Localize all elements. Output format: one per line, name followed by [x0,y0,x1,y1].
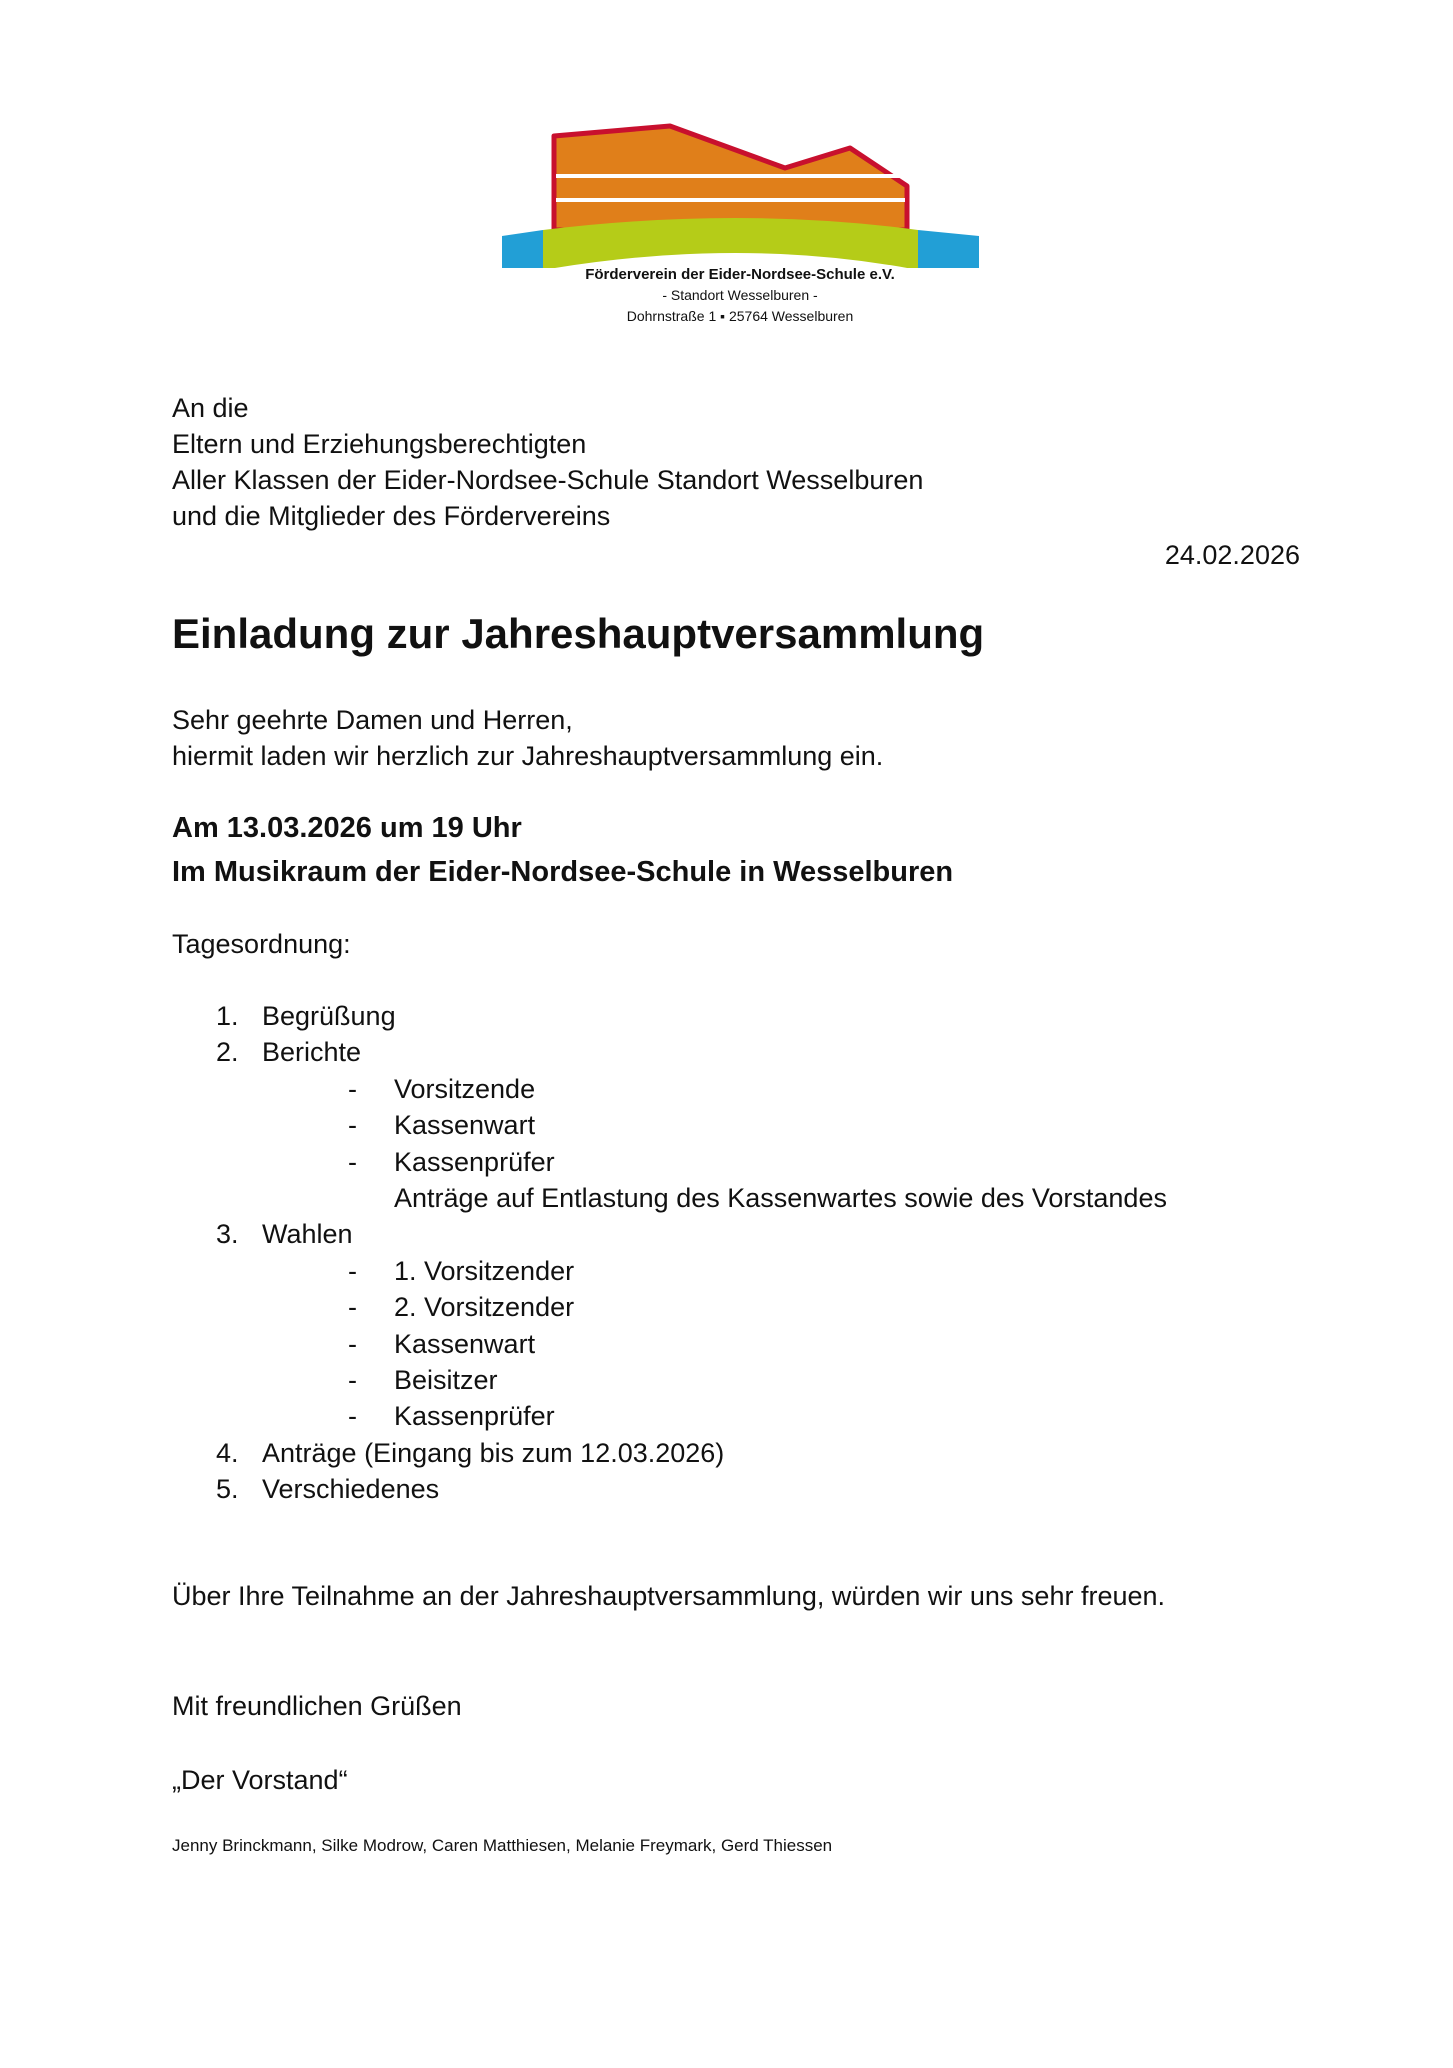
recipient-line: Aller Klassen der Eider-Nordsee-Schule Standort Wesselburen [172,465,924,495]
board-members: Jenny Brinckmann, Silke Modrow, Caren Matthiesen, Melanie Freymark, Gerd Thiessen [172,1836,833,1855]
agenda-item-label: Begrüßung [262,1001,396,1031]
arc-right-blue [918,230,979,268]
agenda-item-label: Anträge (Eingang bis zum 12.03.2026) [262,1437,725,1468]
agenda-subitem-label: Vorsitzende [394,1073,536,1104]
greeting-text: hiermit laden wir herzlich zur Jahreshauptversammlung ein. [172,741,884,771]
school-building-logo-graphic [497,118,983,268]
agenda-subitem-label: 1. Vorsitzender [394,1255,575,1286]
event-when: Am 13.03.2026 um 19 Uhr [172,812,522,844]
agenda-subitem-dash: - [348,1364,357,1395]
association-logo [497,118,983,338]
agenda-item-number: 5. [216,1474,239,1505]
agenda-subitem-label: Kassenprüfer [394,1146,555,1177]
recipient-line: Eltern und Erziehungsberechtigten [172,429,587,459]
event-info [172,806,953,894]
arc-green [543,218,918,268]
agenda-subitem-dash: - [348,1401,357,1432]
regards: Mit freundlichen Grüßen [172,1691,462,1721]
board-signature: „Der Vorstand“ [172,1765,348,1795]
logo-location: - Standort Wesselburen - [662,287,818,303]
agenda-subitem-dash: - [348,1328,357,1359]
agenda-subitem-dash: - [348,1110,357,1141]
page-title: Einladung zur Jahreshauptversammlung [172,610,985,657]
agenda-subitem-label: Anträge auf Entlastung des Kassenwartes sowie des Vorstandes [394,1182,1167,1213]
event-where: Im Musikraum der Eider-Nordsee-Schule in Wesselburen [172,856,954,888]
agenda-item-number: 4. [216,1437,239,1468]
agenda-item-number: 2. [216,1037,239,1068]
agenda-subitem-dash: - [348,1073,357,1104]
agenda-subitem-label: 2. Vorsitzender [394,1292,575,1323]
agenda-subitem-dash: - [348,1292,357,1323]
agenda-item-number: 3. [216,1219,239,1250]
arc-left-blue [502,230,543,268]
recipient-line: und die Mitglieder des Fördervereins [172,501,611,531]
salutation: Sehr geehrte Damen und Herren, [172,705,573,735]
recipient-block [172,390,923,534]
agenda-subitem-dash: - [348,1146,357,1177]
recipient-line: An die [172,393,249,423]
agenda-subitem-label: Kassenprüfer [394,1401,555,1432]
agenda-subitem-dash: - [348,1255,357,1286]
agenda-item-number: 1. [216,1001,239,1031]
agenda-subitem-label: Beisitzer [394,1364,498,1395]
greeting [172,702,883,774]
agenda-subitem-label: Kassenwart [394,1328,536,1359]
agenda-label: Tagesordnung: [172,929,351,959]
agenda-item-label: Verschiedenes [262,1474,440,1505]
agenda-item-label: Berichte [262,1037,362,1068]
logo-address: Dohrnstraße 1 ▪ 25764 Wesselburen [626,308,854,324]
agenda-subitem-label: Kassenwart [394,1110,536,1141]
closing-text: Über Ihre Teilnahme an der Jahreshauptversammlung, würden wir uns sehr freuen. [172,1581,1166,1611]
agenda-item-label: Wahlen [262,1219,353,1250]
logo-org-name: Förderverein der Eider-Nordsee-Schule e.V. [585,266,895,283]
letter-date: 24.02.2026 [1164,540,1300,570]
